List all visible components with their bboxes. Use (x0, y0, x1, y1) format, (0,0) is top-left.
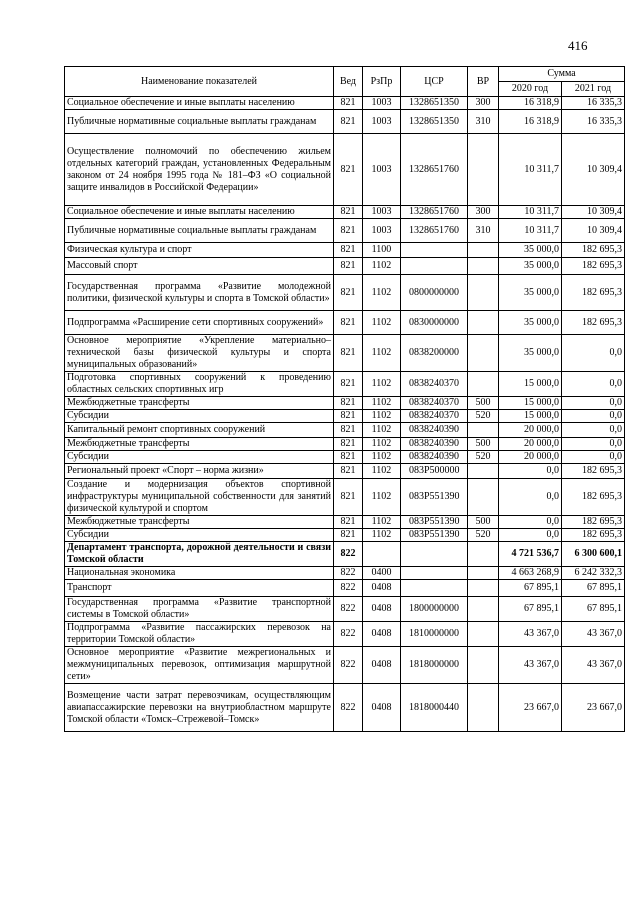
row-ved: 821 (334, 529, 363, 542)
row-name: Социальное обеспечение и иные выплаты населению (65, 97, 334, 110)
row-sum-2020: 43 367,0 (499, 622, 562, 647)
row-vr (468, 647, 499, 684)
row-ved: 821 (334, 335, 363, 372)
table-row (65, 479, 625, 516)
header-ved: Вед (334, 67, 363, 97)
budget-table (64, 66, 625, 732)
row-rzpr: 1102 (363, 410, 401, 423)
row-sum-2020: 4 663 268,9 (499, 567, 562, 580)
row-vr: 300 (468, 97, 499, 110)
table-row (65, 397, 625, 410)
row-sum-2021: 67 895,1 (562, 597, 625, 622)
row-rzpr: 1102 (363, 258, 401, 275)
row-name: Публичные нормативные социальные выплаты гражданам (65, 110, 334, 134)
row-ved: 821 (334, 372, 363, 397)
row-csr: 1800000000 (401, 597, 468, 622)
row-rzpr: 1003 (363, 206, 401, 219)
row-sum-2021: 6 300 600,1 (562, 542, 625, 567)
row-ved: 821 (334, 243, 363, 258)
row-sum-2020: 15 000,0 (499, 397, 562, 410)
row-rzpr: 0408 (363, 622, 401, 647)
row-vr (468, 479, 499, 516)
row-sum-2020: 16 318,9 (499, 97, 562, 110)
row-sum-2021: 10 309,4 (562, 134, 625, 206)
row-sum-2021: 10 309,4 (562, 206, 625, 219)
row-csr: 0838240390 (401, 438, 468, 451)
row-ved: 821 (334, 464, 363, 479)
row-sum-2020: 10 311,7 (499, 206, 562, 219)
row-rzpr: 0408 (363, 580, 401, 597)
row-vr (468, 275, 499, 311)
row-csr (401, 580, 468, 597)
row-sum-2020: 15 000,0 (499, 410, 562, 423)
row-rzpr: 1003 (363, 110, 401, 134)
row-ved: 822 (334, 684, 363, 732)
row-rzpr: 1102 (363, 451, 401, 464)
row-sum-2020: 4 721 536,7 (499, 542, 562, 567)
row-sum-2021: 23 667,0 (562, 684, 625, 732)
row-sum-2021: 0,0 (562, 423, 625, 438)
row-sum-2021: 0,0 (562, 335, 625, 372)
table-row (65, 311, 625, 335)
row-csr: 1810000000 (401, 622, 468, 647)
row-csr (401, 243, 468, 258)
row-name: Основное мероприятие «Укрепление материально–технической базы физической культуры и спорта муниципальных образований» (65, 335, 334, 372)
row-name: Подготовка спортивных сооружений к проведению областных сельских спортивных игр (65, 372, 334, 397)
row-sum-2020: 0,0 (499, 464, 562, 479)
row-name: Межбюджетные трансферты (65, 516, 334, 529)
row-sum-2020: 67 895,1 (499, 580, 562, 597)
row-ved: 822 (334, 647, 363, 684)
table-row (65, 275, 625, 311)
row-name: Социальное обеспечение и иные выплаты населению (65, 206, 334, 219)
row-ved: 821 (334, 516, 363, 529)
row-rzpr: 1100 (363, 243, 401, 258)
row-sum-2021: 182 695,3 (562, 529, 625, 542)
row-vr: 310 (468, 219, 499, 243)
row-vr: 520 (468, 529, 499, 542)
row-csr: 083P551390 (401, 529, 468, 542)
row-sum-2020: 23 667,0 (499, 684, 562, 732)
row-sum-2020: 67 895,1 (499, 597, 562, 622)
row-csr: 0838240370 (401, 372, 468, 397)
row-sum-2021: 182 695,3 (562, 258, 625, 275)
row-sum-2021: 182 695,3 (562, 243, 625, 258)
table-row (65, 206, 625, 219)
table-row (65, 567, 625, 580)
row-sum-2021: 16 335,3 (562, 97, 625, 110)
row-sum-2020: 16 318,9 (499, 110, 562, 134)
row-csr (401, 567, 468, 580)
table-row (65, 684, 625, 732)
row-vr: 500 (468, 397, 499, 410)
row-ved: 821 (334, 206, 363, 219)
row-csr: 0838240390 (401, 423, 468, 438)
row-csr: 0800000000 (401, 275, 468, 311)
row-rzpr: 0408 (363, 647, 401, 684)
row-vr (468, 464, 499, 479)
row-sum-2020: 15 000,0 (499, 372, 562, 397)
row-ved: 821 (334, 410, 363, 423)
row-sum-2021: 43 367,0 (562, 622, 625, 647)
row-csr: 0838200000 (401, 335, 468, 372)
table-row (65, 134, 625, 206)
row-ved: 821 (334, 451, 363, 464)
row-ved: 822 (334, 567, 363, 580)
row-csr: 0838240370 (401, 410, 468, 423)
table-row (65, 423, 625, 438)
row-sum-2020: 20 000,0 (499, 451, 562, 464)
row-ved: 821 (334, 438, 363, 451)
row-rzpr: 1102 (363, 464, 401, 479)
row-rzpr: 0400 (363, 567, 401, 580)
table-row (65, 219, 625, 243)
row-rzpr: 1102 (363, 275, 401, 311)
row-name: Государственная программа «Развитие транспортной системы в Томской области» (65, 597, 334, 622)
row-vr (468, 423, 499, 438)
row-sum-2021: 16 335,3 (562, 110, 625, 134)
header-year-2020: 2020 год (499, 82, 562, 97)
row-rzpr: 1102 (363, 372, 401, 397)
row-rzpr: 0408 (363, 597, 401, 622)
row-sum-2020: 35 000,0 (499, 275, 562, 311)
row-sum-2021: 0,0 (562, 397, 625, 410)
row-vr (468, 567, 499, 580)
row-ved: 821 (334, 219, 363, 243)
table-row (65, 97, 625, 110)
header-year-2021: 2021 год (562, 82, 625, 97)
row-ved: 822 (334, 622, 363, 647)
row-name: Подпрограмма «Развитие пассажирских перевозок на территории Томской области» (65, 622, 334, 647)
row-csr: 083P551390 (401, 479, 468, 516)
row-rzpr: 1102 (363, 335, 401, 372)
row-name: Межбюджетные трансферты (65, 438, 334, 451)
row-csr: 083P500000 (401, 464, 468, 479)
table-row (65, 335, 625, 372)
row-rzpr: 1102 (363, 311, 401, 335)
row-sum-2021: 182 695,3 (562, 479, 625, 516)
row-csr: 0838240370 (401, 397, 468, 410)
row-vr (468, 258, 499, 275)
row-sum-2020: 0,0 (499, 529, 562, 542)
row-ved: 821 (334, 258, 363, 275)
row-sum-2020: 10 311,7 (499, 134, 562, 206)
row-sum-2020: 20 000,0 (499, 423, 562, 438)
row-csr: 1328651760 (401, 206, 468, 219)
row-csr: 1328651350 (401, 110, 468, 134)
row-name: Возмещение части затрат перевозчикам, осуществляющим авиапассажирские перевозки на внутриобластном маршруте Томской области «Томск–Стрежевой–Томск» (65, 684, 334, 732)
row-vr (468, 372, 499, 397)
table-row (65, 243, 625, 258)
row-csr: 1818000440 (401, 684, 468, 732)
row-rzpr: 1102 (363, 516, 401, 529)
row-ved: 821 (334, 311, 363, 335)
table-row (65, 542, 625, 567)
row-name: Транспорт (65, 580, 334, 597)
row-sum-2021: 0,0 (562, 410, 625, 423)
row-rzpr: 1102 (363, 397, 401, 410)
row-name: Публичные нормативные социальные выплаты гражданам (65, 219, 334, 243)
table-row (65, 110, 625, 134)
row-ved: 821 (334, 397, 363, 410)
row-sum-2020: 35 000,0 (499, 258, 562, 275)
row-name: Массовый спорт (65, 258, 334, 275)
row-sum-2021: 182 695,3 (562, 311, 625, 335)
row-csr: 1328651350 (401, 97, 468, 110)
row-ved: 821 (334, 110, 363, 134)
row-ved: 821 (334, 275, 363, 311)
header-sum: Сумма (499, 67, 625, 82)
row-sum-2021: 6 242 332,3 (562, 567, 625, 580)
row-rzpr: 1003 (363, 134, 401, 206)
row-name: Государственная программа «Развитие молодежной политики, физической культуры и спорта в Томской области» (65, 275, 334, 311)
row-rzpr: 1102 (363, 423, 401, 438)
table-row (65, 647, 625, 684)
row-sum-2020: 35 000,0 (499, 335, 562, 372)
row-name: Подпрограмма «Расширение сети спортивных сооружений» (65, 311, 334, 335)
row-ved: 822 (334, 597, 363, 622)
row-csr: 1818000000 (401, 647, 468, 684)
table-row (65, 622, 625, 647)
row-sum-2020: 0,0 (499, 516, 562, 529)
row-rzpr: 1102 (363, 438, 401, 451)
row-sum-2021: 182 695,3 (562, 516, 625, 529)
row-ved: 821 (334, 97, 363, 110)
row-name: Осуществление полномочий по обеспечению жильем отдельных категорий граждан, установленных Федеральным законом от 24 ноября 1995 года № 181–ФЗ «О социальной защите инвалидов в Российской Федерации» (65, 134, 334, 206)
row-sum-2020: 43 367,0 (499, 647, 562, 684)
row-name: Физическая культура и спорт (65, 243, 334, 258)
row-vr (468, 335, 499, 372)
row-ved: 821 (334, 423, 363, 438)
row-sum-2020: 0,0 (499, 479, 562, 516)
row-vr (468, 580, 499, 597)
row-sum-2020: 10 311,7 (499, 219, 562, 243)
row-vr: 500 (468, 438, 499, 451)
row-name: Национальная экономика (65, 567, 334, 580)
row-sum-2021: 0,0 (562, 451, 625, 464)
row-rzpr: 0408 (363, 684, 401, 732)
row-name: Субсидии (65, 529, 334, 542)
row-vr: 500 (468, 516, 499, 529)
header-csr: ЦСР (401, 67, 468, 97)
row-name: Создание и модернизация объектов спортивной инфраструктуры муниципальной собственности для занятий физической культурой и спортом (65, 479, 334, 516)
table-row (65, 372, 625, 397)
row-sum-2021: 43 367,0 (562, 647, 625, 684)
row-name: Региональный проект «Спорт – норма жизни» (65, 464, 334, 479)
row-sum-2021: 67 895,1 (562, 580, 625, 597)
row-sum-2021: 182 695,3 (562, 464, 625, 479)
row-name: Основное мероприятие «Развитие межрегиональных и межмуниципальных перевозок, оптимизация маршрутной сети» (65, 647, 334, 684)
row-csr: 1328651760 (401, 134, 468, 206)
page-number: 416 (568, 38, 588, 53)
row-vr (468, 542, 499, 567)
row-csr (401, 542, 468, 567)
row-vr: 520 (468, 410, 499, 423)
row-rzpr: 1003 (363, 97, 401, 110)
table-row (65, 597, 625, 622)
row-vr: 310 (468, 110, 499, 134)
row-name: Департамент транспорта, дорожной деятельности и связи Томской области (65, 542, 334, 567)
row-ved: 822 (334, 580, 363, 597)
row-name: Капитальный ремонт спортивных сооружений (65, 423, 334, 438)
row-ved: 821 (334, 134, 363, 206)
row-vr (468, 622, 499, 647)
row-sum-2021: 10 309,4 (562, 219, 625, 243)
row-csr: 0838240390 (401, 451, 468, 464)
row-rzpr (363, 542, 401, 567)
row-csr (401, 258, 468, 275)
row-csr: 0830000000 (401, 311, 468, 335)
header-rzpr: РзПр (363, 67, 401, 97)
row-vr: 300 (468, 206, 499, 219)
table-row (65, 258, 625, 275)
row-ved: 822 (334, 542, 363, 567)
row-vr: 520 (468, 451, 499, 464)
row-sum-2021: 0,0 (562, 438, 625, 451)
row-sum-2020: 35 000,0 (499, 311, 562, 335)
row-rzpr: 1102 (363, 529, 401, 542)
row-vr (468, 243, 499, 258)
row-rzpr: 1003 (363, 219, 401, 243)
row-vr (468, 311, 499, 335)
table-row (65, 438, 625, 451)
table-row (65, 451, 625, 464)
table-row (65, 529, 625, 542)
row-sum-2020: 35 000,0 (499, 243, 562, 258)
row-csr: 083P551390 (401, 516, 468, 529)
header-vr: ВР (468, 67, 499, 97)
row-rzpr: 1102 (363, 479, 401, 516)
table-row (65, 410, 625, 423)
row-vr (468, 597, 499, 622)
row-sum-2021: 182 695,3 (562, 275, 625, 311)
row-sum-2021: 0,0 (562, 372, 625, 397)
row-vr (468, 684, 499, 732)
table-row (65, 580, 625, 597)
row-ved: 821 (334, 479, 363, 516)
header-name: Наименование показателей (65, 67, 334, 97)
row-name: Субсидии (65, 410, 334, 423)
row-name: Субсидии (65, 451, 334, 464)
row-sum-2020: 20 000,0 (499, 438, 562, 451)
row-vr (468, 134, 499, 206)
table-row (65, 464, 625, 479)
row-csr: 1328651760 (401, 219, 468, 243)
table-row (65, 516, 625, 529)
row-name: Межбюджетные трансферты (65, 397, 334, 410)
